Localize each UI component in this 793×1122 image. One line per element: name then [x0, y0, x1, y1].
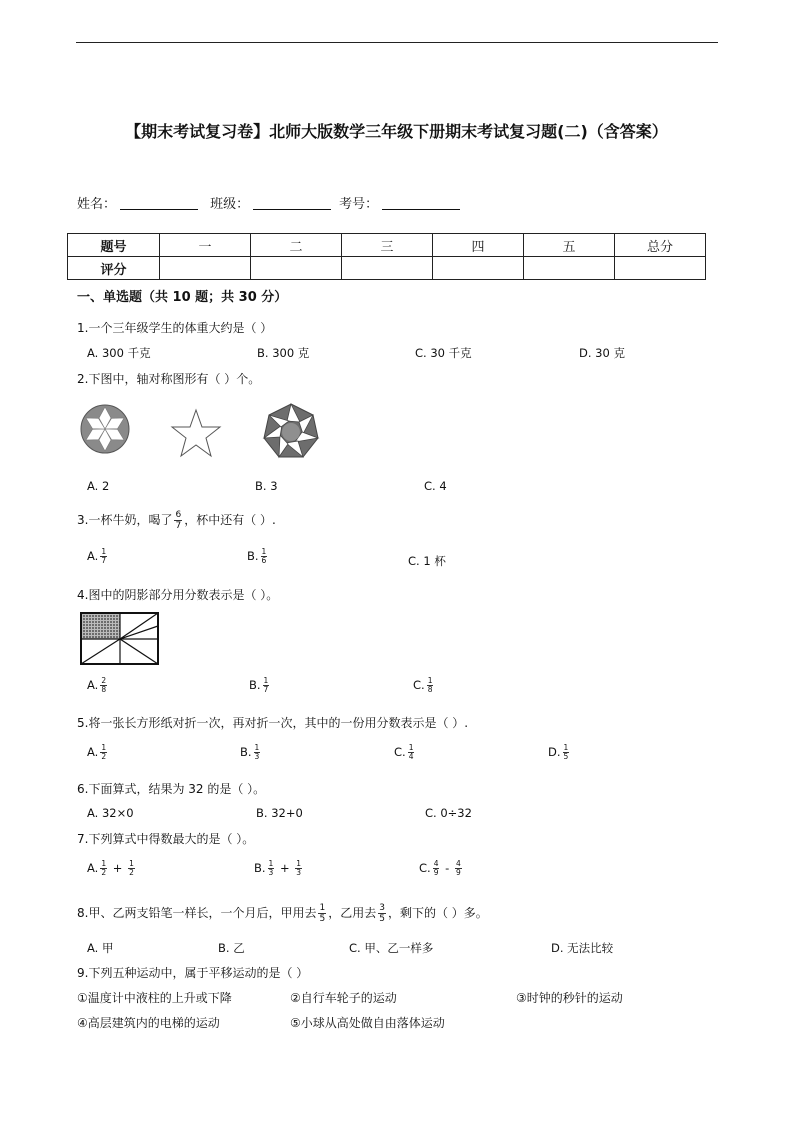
- score-row-label: 评分: [68, 257, 160, 280]
- score-header-cell: 总分: [615, 234, 706, 257]
- q2-option-c[interactable]: C. 4: [424, 479, 447, 493]
- class-label: 班级：: [210, 197, 250, 212]
- question-1: 1.一个三年级学生的体重大约是（ ）: [77, 321, 273, 335]
- q9-option-1[interactable]: ①温度计中液柱的上升或下降: [77, 991, 232, 1005]
- q1-option-d[interactable]: D. 30 克: [579, 346, 625, 360]
- score-header-cell: 三: [342, 234, 433, 257]
- q8-fraction-1: [318, 903, 326, 924]
- q7-option-a-label: A.: [87, 861, 99, 875]
- denominator: 7: [101, 556, 107, 565]
- q4-option-c-fraction: [427, 677, 434, 694]
- numerator: 1: [101, 547, 107, 556]
- numerator: 1: [427, 676, 433, 685]
- q8-option-b[interactable]: B. 乙: [218, 941, 245, 955]
- q8-option-c[interactable]: C. 甲、乙一样多: [349, 941, 434, 955]
- q4-option-c-label: C.: [413, 678, 425, 692]
- q3-option-a[interactable]: [87, 548, 109, 565]
- q4-option-b-fraction: [263, 677, 270, 694]
- denominator: 4: [408, 752, 414, 761]
- q3-option-b-label: B.: [247, 549, 259, 563]
- q5-option-b-label: B.: [240, 745, 252, 759]
- question-2: 2.下图中，轴对称图形有（ ）个。: [77, 372, 261, 386]
- q8-text-post: ，剩下的（ ）多。: [387, 906, 488, 920]
- q3-fraction: [174, 510, 182, 531]
- q4-option-a-label: A.: [87, 678, 99, 692]
- q4-option-a[interactable]: [87, 677, 109, 694]
- score-header-cell: 一: [160, 234, 251, 257]
- question-8: [77, 903, 488, 924]
- numerator: 1: [268, 859, 274, 868]
- denominator: 9: [433, 868, 439, 877]
- q5-option-d[interactable]: [548, 744, 571, 761]
- score-header-cell: 二: [251, 234, 342, 257]
- q3-text-post: ，杯中还有（ ）.: [184, 513, 276, 527]
- denominator: 5: [379, 914, 385, 924]
- section-heading: 一、单选题（共 10 题；共 30 分）: [77, 290, 288, 305]
- numerator: 3: [379, 903, 385, 913]
- q5-option-c-fraction: [408, 744, 415, 761]
- question-4: 4.图中的阴影部分用分数表示是（ ）。: [77, 588, 279, 602]
- q7-option-b[interactable]: [254, 860, 304, 877]
- q5-option-a-fraction: [100, 744, 107, 761]
- denominator: 5: [319, 914, 326, 924]
- q3-text-pre: 3.一杯牛奶，喝了: [77, 513, 173, 527]
- q7-option-c[interactable]: [419, 860, 464, 877]
- denominator: 2: [129, 868, 134, 877]
- number-field[interactable]: [382, 196, 460, 210]
- numerator: 4: [433, 859, 439, 868]
- q7-option-a[interactable]: [87, 860, 137, 877]
- q8-text-pre: 8.甲、乙两支铅笔一样长，一个月后，甲用去: [77, 906, 317, 920]
- q9-option-3[interactable]: ③时钟的秒针的运动: [516, 991, 623, 1005]
- q5-option-d-fraction: [563, 744, 570, 761]
- q5-option-a-label: A.: [87, 745, 99, 759]
- q4-option-c[interactable]: [413, 677, 435, 694]
- q6-option-b[interactable]: B. 32+0: [256, 806, 303, 820]
- q5-option-c-label: C.: [394, 745, 406, 759]
- numerator: 1: [263, 676, 269, 685]
- score-header-cell: 五: [524, 234, 615, 257]
- question-7: 7.下列算式中得数最大的是（ ）。: [77, 832, 255, 846]
- q7-option-b-label: B.: [254, 861, 266, 875]
- score-cell[interactable]: [524, 257, 615, 280]
- q3-fraction-numerator: 6: [175, 510, 182, 520]
- score-header-cell: 四: [433, 234, 524, 257]
- name-field[interactable]: [120, 196, 198, 210]
- q2-option-a[interactable]: A. 2: [87, 479, 110, 493]
- question-3: [77, 510, 276, 531]
- q6-option-c[interactable]: C. 0÷32: [425, 806, 472, 820]
- shaded-rectangle-figure: [80, 612, 160, 666]
- q4-option-b-label: B.: [249, 678, 261, 692]
- denominator: 8: [101, 685, 107, 694]
- q3-option-a-fraction: [100, 548, 107, 565]
- q3-fraction-denominator: 7: [175, 521, 182, 531]
- number-label: 考号：: [339, 197, 379, 212]
- q7-option-b-fraction-2: [295, 860, 302, 877]
- numerator: 1: [129, 859, 134, 868]
- q8-option-d[interactable]: D. 无法比较: [551, 941, 614, 955]
- denominator: 6: [261, 556, 267, 565]
- q9-option-5[interactable]: ⑤小球从高处做自由落体运动: [290, 1016, 445, 1030]
- denominator: 2: [101, 868, 107, 877]
- q8-option-a[interactable]: A. 甲: [87, 941, 114, 955]
- numerator: 1: [408, 743, 414, 752]
- q5-option-a[interactable]: [87, 744, 109, 761]
- q5-option-c[interactable]: [394, 744, 416, 761]
- q3-option-a-label: A.: [87, 549, 99, 563]
- score-cell[interactable]: [342, 257, 433, 280]
- score-value-row: [68, 257, 706, 280]
- q5-option-b[interactable]: [240, 744, 262, 761]
- q8-text-mid: ，乙用去: [328, 906, 377, 920]
- operator: -: [445, 861, 450, 875]
- numerator: 1: [319, 903, 326, 913]
- q7-option-b-fraction-1: [268, 860, 275, 877]
- score-cell[interactable]: [160, 257, 251, 280]
- operator: +: [279, 861, 290, 875]
- heptagon-pinwheel-icon: [260, 403, 322, 461]
- name-label: 姓名：: [77, 197, 117, 212]
- score-cell[interactable]: [615, 257, 706, 280]
- q6-option-a[interactable]: A. 32×0: [87, 806, 134, 820]
- q7-option-a-fraction-2: [128, 860, 135, 877]
- score-cell[interactable]: [251, 257, 342, 280]
- question-9: 9.下列五种运动中，属于平移运动的是（ ）: [77, 966, 309, 980]
- class-field[interactable]: [253, 196, 331, 210]
- q8-fraction-2: [378, 903, 386, 924]
- score-table: [67, 233, 706, 280]
- q4-option-a-fraction: [100, 677, 107, 694]
- numerator: 4: [455, 859, 461, 868]
- q5-option-d-label: D.: [548, 745, 561, 759]
- score-header-cell: 题号: [68, 234, 160, 257]
- denominator: 3: [296, 868, 302, 877]
- q5-option-b-fraction: [254, 744, 261, 761]
- student-info: [77, 193, 468, 212]
- numerator: 1: [563, 743, 569, 752]
- numerator: 2: [101, 676, 107, 685]
- q1-option-a[interactable]: A. 300 千克: [87, 346, 151, 360]
- q1-option-b[interactable]: B. 300 克: [257, 346, 310, 360]
- question-5: 5.将一张长方形纸对折一次，再对折一次，其中的一份用分数表示是（ ）.: [77, 716, 469, 730]
- operator: +: [112, 861, 123, 875]
- numerator: 1: [254, 743, 260, 752]
- question-6: 6.下面算式，结果为 32 的是（ ）。: [77, 782, 266, 796]
- hexagon-flower-icon: [79, 403, 131, 455]
- denominator: 3: [268, 868, 274, 877]
- denominator: 8: [427, 685, 433, 694]
- denominator: 5: [563, 752, 569, 761]
- score-header-row: [68, 234, 706, 257]
- q9-option-4[interactable]: ④高层建筑内的电梯的运动: [77, 1016, 220, 1030]
- q9-option-2[interactable]: ②自行车轮子的运动: [290, 991, 397, 1005]
- denominator: 9: [455, 868, 461, 877]
- numerator: 1: [261, 547, 267, 556]
- q7-option-c-fraction-1: [433, 860, 440, 877]
- numerator: 1: [101, 743, 107, 752]
- header-rule: [76, 42, 718, 43]
- q2-option-b[interactable]: B. 3: [255, 479, 278, 493]
- q7-option-c-fraction-2: [455, 860, 462, 877]
- numerator: 1: [101, 859, 107, 868]
- q3-option-c[interactable]: C. 1 杯: [408, 554, 446, 568]
- denominator: 7: [263, 685, 269, 694]
- score-cell[interactable]: [433, 257, 524, 280]
- q3-option-b-fraction: [261, 548, 268, 565]
- q4-option-b[interactable]: [249, 677, 271, 694]
- q7-option-a-fraction-1: [100, 860, 107, 877]
- page-title: 【期末考试复习卷】北师大版数学三年级下册期末考试复习题(二)（含答案）: [125, 122, 668, 141]
- denominator: 2: [101, 752, 107, 761]
- q3-option-b[interactable]: [247, 548, 269, 565]
- q1-option-c[interactable]: C. 30 千克: [415, 346, 472, 360]
- q7-option-c-label: C.: [419, 861, 431, 875]
- star-icon: [170, 408, 222, 458]
- numerator: 1: [296, 859, 302, 868]
- denominator: 3: [254, 752, 260, 761]
